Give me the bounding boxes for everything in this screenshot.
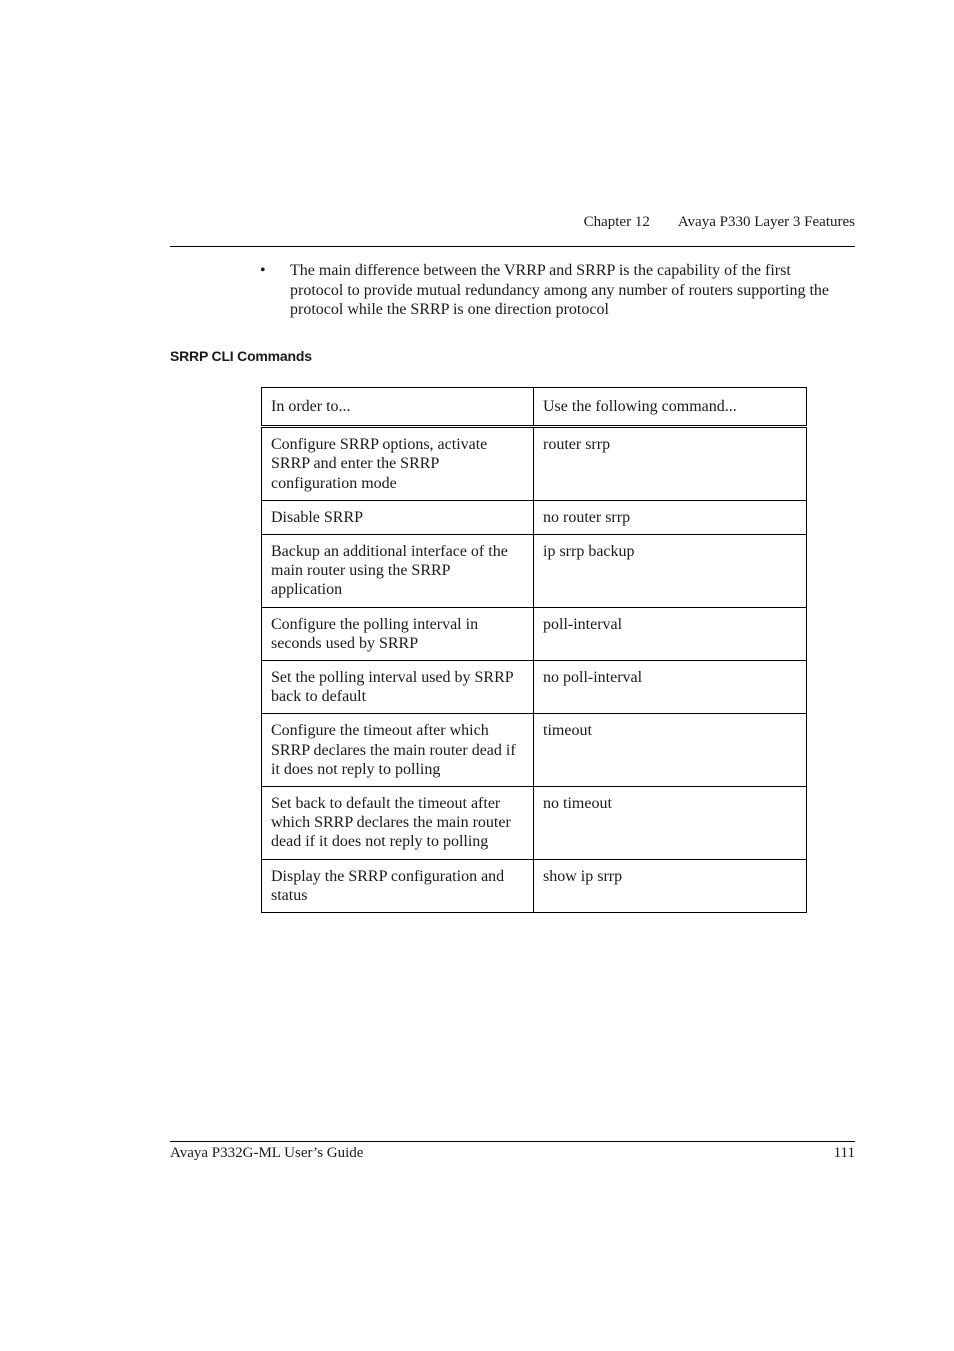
table-header-row xyxy=(262,388,807,427)
table-cell-command: no poll-interval xyxy=(534,661,807,714)
table-row xyxy=(262,714,807,787)
page-header xyxy=(170,214,855,231)
table-row xyxy=(262,607,807,660)
chapter-title: Avaya P330 Layer 3 Features xyxy=(677,214,855,230)
table-cell-command: ip srrp backup xyxy=(534,535,807,608)
footer-guide-title: Avaya P332G-ML User’s Guide xyxy=(170,1145,364,1161)
table-cell-purpose: Configure the polling interval in seconds used by SRRP xyxy=(262,607,534,660)
table-cell-command: no router srrp xyxy=(534,500,807,534)
table-row xyxy=(262,859,807,912)
table-cell-command: no timeout xyxy=(534,787,807,860)
table-cell-purpose: Display the SRRP configuration and status xyxy=(262,859,534,912)
table-cell-purpose: Set back to default the timeout after which SRRP declares the main router dead if it does not reply to polling xyxy=(262,787,534,860)
page-number: 111 xyxy=(833,1145,855,1161)
header-rule xyxy=(170,246,855,247)
table-row xyxy=(262,661,807,714)
footer-rule xyxy=(170,1141,855,1142)
bullet-text: The main difference between the VRRP and SRRP is the capability of the first protocol to provide mutual redundancy among any number of routers supporting the protocol while the SRRP is one direction protocol xyxy=(290,262,829,318)
srrp-commands-table xyxy=(261,387,807,913)
table-row xyxy=(262,535,807,608)
table-cell-purpose: Set the polling interval used by SRRP back to default xyxy=(262,661,534,714)
table-cell-command: poll-interval xyxy=(534,607,807,660)
table-cell-purpose: Disable SRRP xyxy=(262,500,534,534)
table-header-cell: Use the following command... xyxy=(534,388,807,427)
chapter-label: Chapter 12 xyxy=(583,214,650,230)
table-cell-command: router srrp xyxy=(534,427,807,501)
table-row xyxy=(262,427,807,501)
table-header-cell: In order to... xyxy=(262,388,534,427)
table-cell-purpose: Configure the timeout after which SRRP declares the main router dead if it does not reply to polling xyxy=(262,714,534,787)
table-cell-command: timeout xyxy=(534,714,807,787)
bullet-item xyxy=(260,261,840,320)
table-row xyxy=(262,787,807,860)
section-heading: SRRP CLI Commands xyxy=(170,348,312,364)
table-cell-command: show ip srrp xyxy=(534,859,807,912)
table-cell-purpose: Configure SRRP options, activate SRRP and enter the SRRP configuration mode xyxy=(262,427,534,501)
table-row xyxy=(262,500,807,534)
table-cell-purpose: Backup an additional interface of the main router using the SRRP application xyxy=(262,535,534,608)
bullet-dot: • xyxy=(260,262,266,279)
